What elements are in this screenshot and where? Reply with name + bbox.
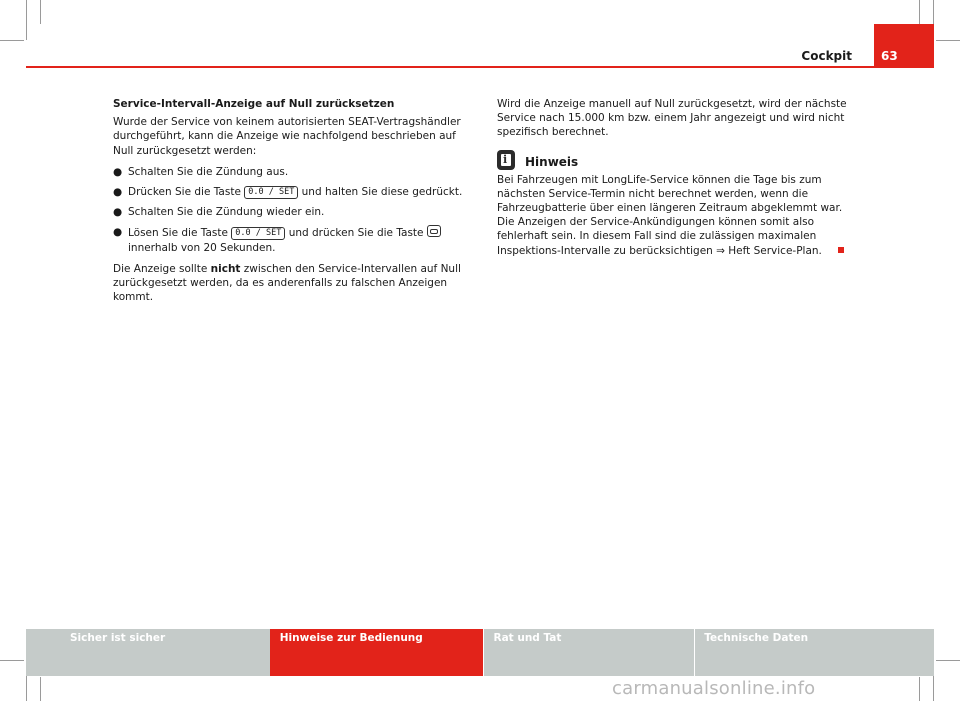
crop-mark	[26, 0, 27, 40]
crop-mark	[936, 40, 960, 41]
crop-mark	[40, 0, 41, 24]
note-info-icon	[497, 150, 515, 170]
crop-mark	[919, 0, 920, 24]
reset-info-paragraph: Wird die Anzeige manuell auf Null zurückgesetzt, wird der nächste Service nach 15.000 km bzw. einem Jahr angezeigt und wird nicht spezifisch berechnet.	[497, 98, 847, 139]
step-text: Lösen Sie die Taste	[128, 227, 228, 240]
section-title: Cockpit	[801, 49, 852, 63]
tab-label: Rat und Tat	[493, 632, 562, 644]
list-item	[113, 225, 468, 254]
intro-paragraph: Wurde der Service von keinem autorisierten SEAT-Vertragshändler durchgeführt, kann die Anzeige wie nachfolgend beschrieben auf Null zurückgesetzt werden:	[113, 116, 461, 157]
footer-nav	[26, 629, 934, 676]
step-text: und halten Sie diese gedrückt.	[301, 186, 463, 199]
note-title: Hinweis	[525, 155, 579, 170]
tab-label: Technische Daten	[704, 632, 809, 644]
tab-label: Sicher ist sicher	[70, 632, 166, 644]
step-text: und drücken Sie die Taste	[288, 227, 424, 240]
page-number: 63	[874, 24, 934, 68]
tab-sicher-ist-sicher[interactable]	[26, 629, 270, 676]
step-text: Schalten Sie die Zündung aus.	[128, 165, 289, 178]
bullet-icon: ●	[113, 165, 123, 178]
set-key-icon: 0.0 / SET	[244, 186, 298, 199]
step-text: innerhalb von 20 Sekunden.	[128, 241, 276, 254]
tab-label: Hinweise zur Bedienung	[279, 632, 423, 644]
trip-reset-key-icon	[427, 225, 441, 237]
section-end-icon	[838, 247, 844, 253]
crop-mark	[0, 660, 24, 661]
tab-hinweise-zur-bedienung[interactable]	[270, 629, 483, 676]
tab-technische-daten[interactable]	[695, 629, 934, 676]
warning-text: Die Anzeige sollte	[113, 262, 208, 275]
tab-rat-und-tat[interactable]	[484, 629, 695, 676]
step-text: Schalten Sie die Zündung wieder ein.	[128, 206, 325, 219]
warning-text: zwischen den Service-Intervallen auf Null zurückgesetzt werden, da es anderenfalls zu falschen Anzeigen kommt.	[113, 262, 461, 304]
watermark: carmanualsonline.info	[612, 678, 816, 699]
crop-mark	[936, 660, 960, 661]
bullet-icon: ●	[113, 186, 123, 199]
step-text: Drücken Sie die Taste	[128, 186, 241, 199]
crop-mark	[40, 677, 41, 701]
list-item	[113, 185, 468, 199]
warning-emphasis: nicht	[210, 262, 241, 275]
list-item	[113, 165, 468, 179]
list-item	[113, 205, 468, 219]
warning-paragraph	[113, 262, 468, 305]
note-paragraph	[497, 173, 857, 258]
crop-mark	[919, 677, 920, 701]
steps-list	[113, 165, 468, 255]
header-rule	[26, 66, 934, 68]
left-column	[113, 97, 468, 311]
set-key-icon: 0.0 / SET	[231, 227, 285, 240]
crop-mark	[0, 40, 24, 41]
note-header	[497, 150, 857, 170]
note-text: Bei Fahrzeugen mit LongLife-Service können die Tage bis zum nächsten Service-Termin nicht berechnet werden, wenn die Fahrzeugbatterie über einen längeren Zeitraum abgeklemmt war. Die Anzeigen der Service-Ankündigungen können somit also fehlerhaft sein. In diesem Fall sind die zulässigen maximalen Inspektions-Intervalle zu berücksichtigen ⇒ Heft Service-Plan.	[497, 173, 843, 257]
bullet-icon: ●	[113, 226, 123, 239]
bullet-icon: ●	[113, 206, 123, 219]
right-column	[497, 97, 857, 265]
section-heading: Service-Intervall-Anzeige auf Null zurücksetzen	[113, 98, 395, 110]
